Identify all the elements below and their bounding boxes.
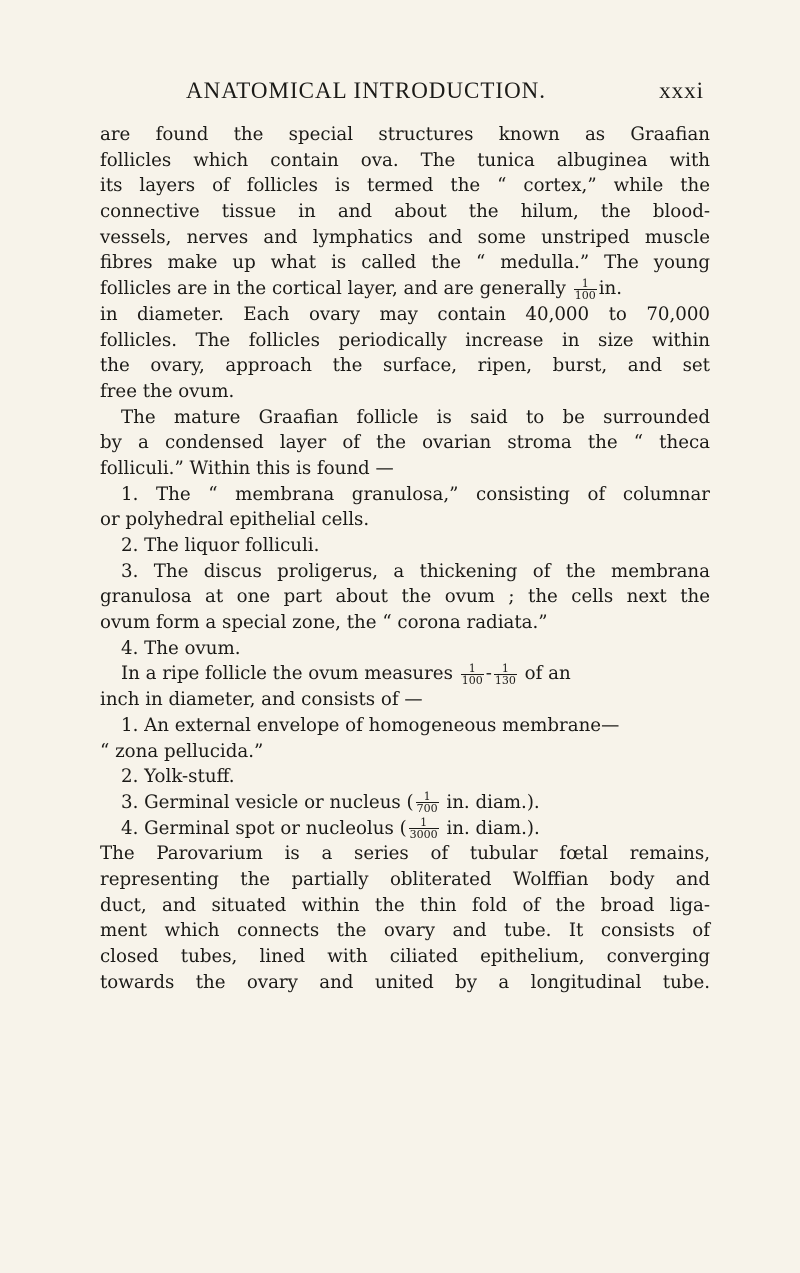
fraction-denominator: 3000 [409, 828, 438, 842]
text-line: The mature Graafian follicle is said to be surrounded [121, 406, 710, 428]
text-line: follicles. The follicles periodically increase in size within [100, 329, 710, 351]
body-text [100, 122, 710, 995]
text-line: fibres make up what is called the “ medulla.” The young [100, 252, 710, 274]
fraction [409, 817, 439, 840]
fraction-denominator: 130 [494, 673, 516, 687]
text-line: follicles which contain ova. The tunica albuginea with [100, 149, 710, 171]
list-item: 3. The discus proligerus, a thickening of the membrana [121, 560, 710, 582]
text-line: “ zona pellucida.” [100, 740, 264, 762]
text-line: its layers of follicles is termed the “ cortex,” while the [100, 175, 710, 197]
list-item: 4. The ovum. [121, 637, 241, 659]
text-line: The Parovarium is a series of tubular fœtal remains, [100, 843, 710, 865]
text-line: folliculi.” Within this is found — [100, 457, 394, 479]
text-line: vessels, nerves and lymphatics and some unstriped muscle [100, 226, 710, 248]
running-head [186, 78, 704, 108]
text-line: closed tubes, lined with ciliated epithelium, converging [100, 946, 710, 967]
text-segment: 4. Germinal spot or nucleolus ( [121, 817, 407, 839]
fraction-denominator: 700 [416, 802, 438, 816]
text-line-with-fraction [100, 661, 710, 687]
list-item-with-fraction [100, 816, 710, 842]
fraction-numerator: 1 [420, 816, 428, 830]
text-segment: in. [598, 278, 623, 300]
running-title: ANATOMICAL INTRODUCTION. [186, 78, 547, 103]
fraction-numerator: 1 [501, 661, 509, 675]
text-segment: of an [524, 663, 571, 685]
fraction [461, 663, 484, 686]
text-line: by a condensed layer of the ovarian stroma the “ theca [100, 432, 710, 454]
text-line: or polyhedral epithelial cells. [100, 509, 370, 531]
text-line-with-fraction [100, 276, 710, 302]
text-line: the ovary, approach the surface, ripen, burst, and set [100, 355, 710, 377]
fraction-numerator: 1 [468, 661, 476, 675]
text-line: granulosa at one part about the ovum ; the cells next the [100, 586, 710, 608]
text-line: towards the ovary and united by a longitudinal tube. [100, 971, 710, 993]
fraction-denominator: 100 [574, 288, 596, 302]
text-line: duct, and situated within the thin fold of the broad liga- [100, 894, 710, 916]
page-number: xxxi [659, 78, 704, 103]
fraction [416, 791, 439, 814]
list-item-with-fraction [100, 790, 710, 816]
fraction [574, 278, 597, 301]
fraction-numerator: 1 [423, 790, 431, 804]
list-item: 2. The liquor folliculi. [121, 535, 320, 556]
text-line: connective tissue in and about the hilum, the blood- [100, 201, 710, 223]
text-line: are found the special structures known as Graafian [100, 124, 710, 145]
text-segment: in. diam.). [440, 817, 540, 839]
text-line: representing the partially obliterated Wolffian body and [100, 868, 710, 890]
list-item: 1. An external envelope of homogeneous membrane— [121, 714, 620, 736]
text-segment: 3. Germinal vesicle or nucleus ( [121, 791, 414, 813]
text-segment: In a ripe follicle the ovum measures [121, 663, 453, 685]
text-segment: - [485, 663, 492, 685]
list-item: 2. Yolk-stuff. [121, 766, 235, 788]
text-segment: follicles are in the cortical layer, and are generally [100, 278, 566, 300]
text-line: in diameter. Each ovary may contain 40,000 to 70,000 [100, 303, 710, 325]
list-item: 1. The “ membrana granulosa,” consisting of columnar [121, 483, 710, 505]
text-line: free the ovum. [100, 380, 235, 402]
text-line: ment which connects the ovary and tube. It consists of [100, 920, 710, 942]
text-line: inch in diameter, and consists of — [100, 689, 423, 711]
fraction-numerator: 1 [581, 276, 589, 290]
fraction-denominator: 100 [461, 673, 483, 687]
text-line: ovum form a special zone, the “ corona radiata.” [100, 612, 548, 634]
text-segment: in. diam.). [440, 791, 540, 813]
fraction [494, 663, 517, 686]
